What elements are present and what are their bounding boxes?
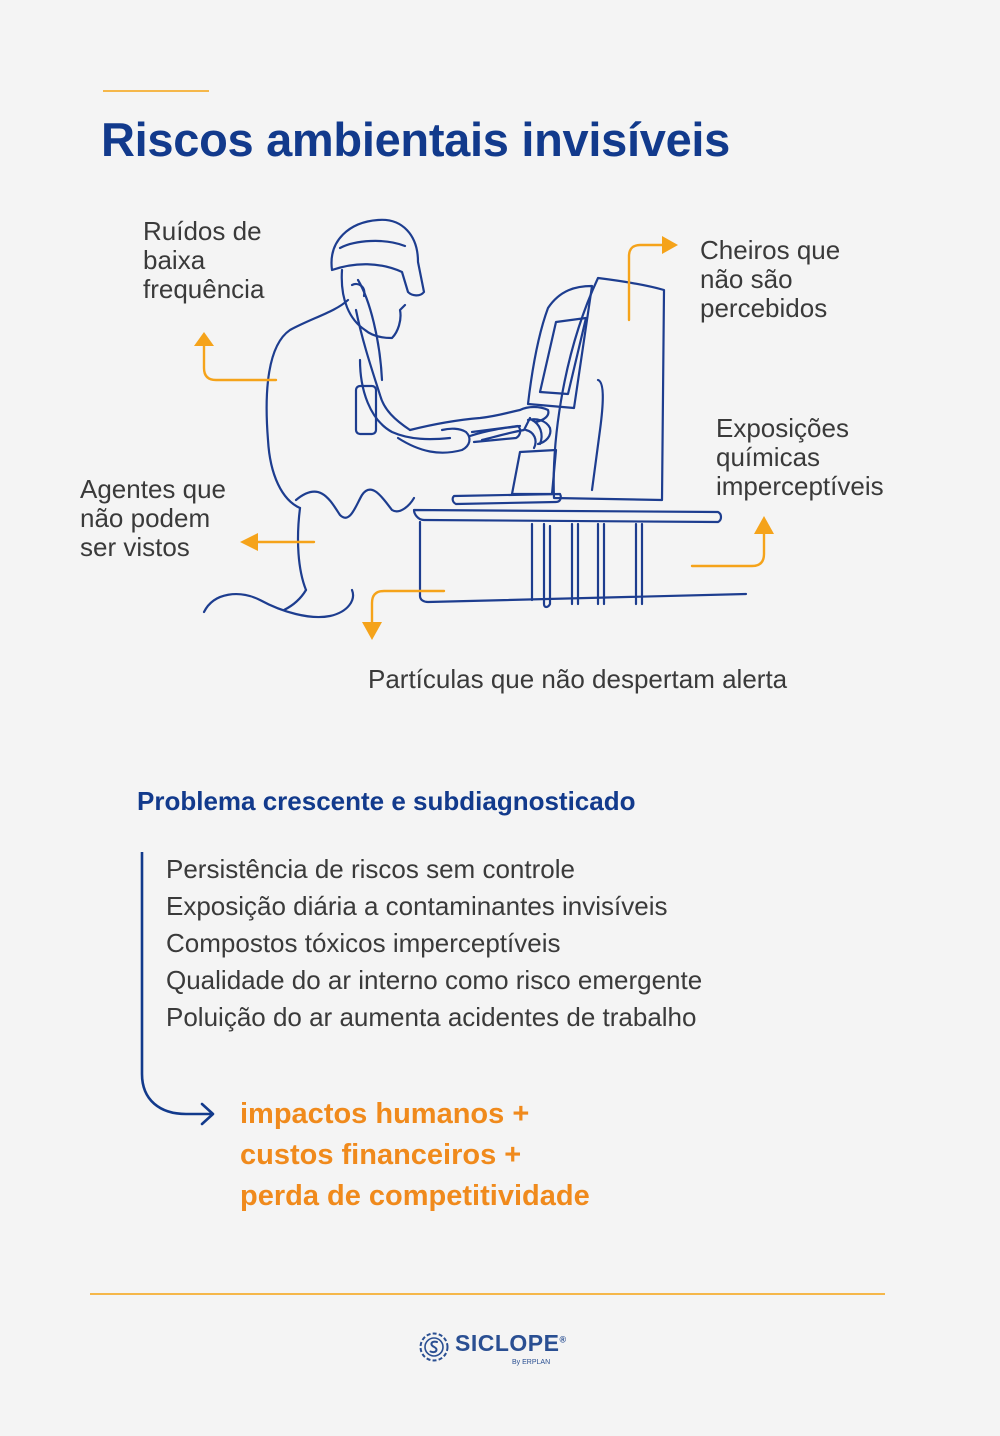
arrow-noise xyxy=(204,342,276,380)
arrow-particles xyxy=(372,591,444,626)
page-title: Riscos ambientais invisíveis xyxy=(101,113,731,166)
label-chemical-exposures: Exposições químicas imperceptíveis xyxy=(716,413,884,501)
brand-byline: By ERPLAN xyxy=(512,1359,551,1366)
label-invisible-agents: Agentes que não podem ser vistos xyxy=(80,474,227,562)
impact-line: impactos humanos + xyxy=(240,1098,530,1130)
label-particles: Partículas que não despertam alerta xyxy=(368,664,788,694)
worker-drawing xyxy=(204,220,746,617)
list-item: Exposição diária a contaminantes invisíveis xyxy=(166,891,668,921)
siclope-logo-icon xyxy=(418,1331,450,1363)
label-low-frequency-noise: Ruídos de baixa frequência xyxy=(143,216,265,304)
label-unperceived-smells: Cheiros que não são percebidos xyxy=(700,235,841,323)
section-heading: Problema crescente e subdiagnosticado xyxy=(137,786,636,816)
arrow-chemical xyxy=(692,530,764,566)
brand-name: SICLOPE® xyxy=(455,1330,567,1356)
list-item: Compostos tóxicos imperceptíveis xyxy=(166,928,561,958)
impact-line: custos financeiros + xyxy=(240,1139,522,1171)
list-item: Persistência de riscos sem controle xyxy=(166,854,575,884)
risk-list xyxy=(166,851,702,1036)
bottom-accent-rule xyxy=(90,1293,885,1295)
impact-line: perda de competitividade xyxy=(240,1180,590,1212)
list-item: Poluição do ar aumenta acidentes de trabalho xyxy=(166,1002,697,1032)
impacts-summary xyxy=(240,1094,590,1217)
list-item: Qualidade do ar interno como risco emergente xyxy=(166,965,703,995)
